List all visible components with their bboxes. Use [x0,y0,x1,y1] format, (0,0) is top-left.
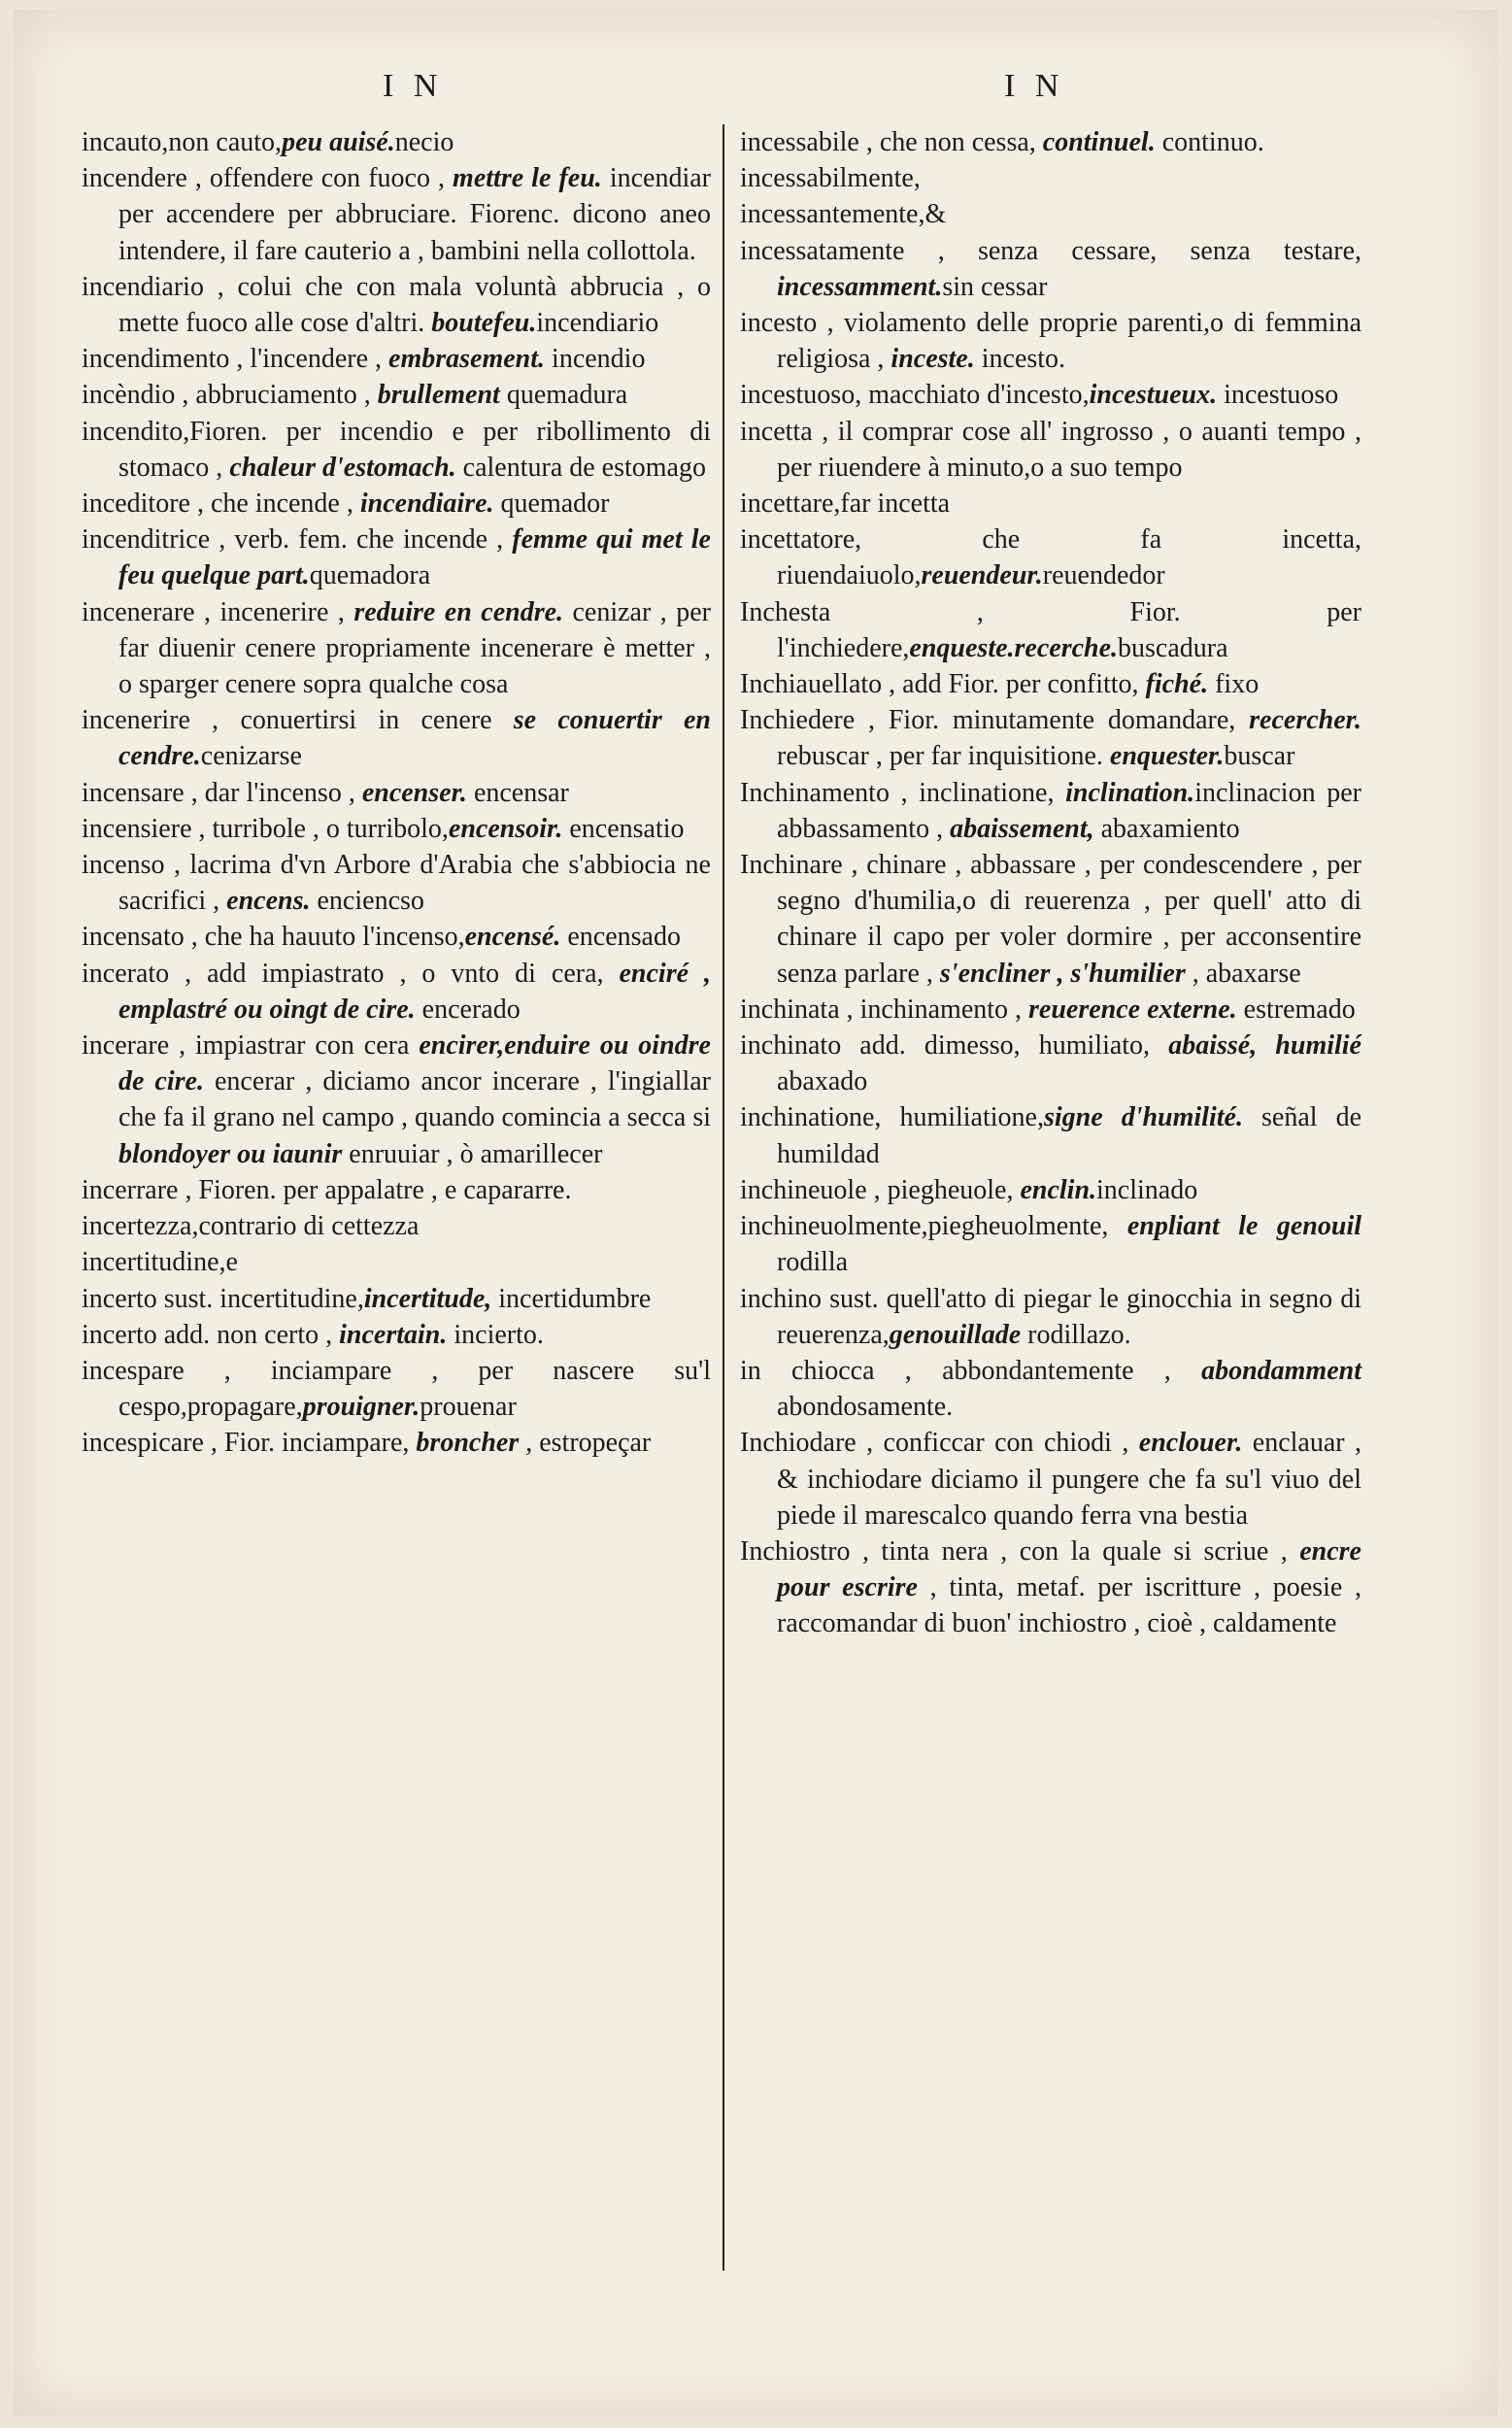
entry-headword: incendito,Fioren. per incendio e per ribollimento di stomaco , [82,416,711,483]
entry-gloss: inclinado [1096,1174,1198,1205]
entry-gloss: reuendedor [1042,560,1165,591]
dictionary-entry [740,486,1361,522]
entry-gloss: inclinacion per abbassamento , [777,777,1362,844]
dictionary-entry [740,414,1361,486]
entry-french: enpliant le genouil [1126,1211,1361,1242]
dictionary-entry [740,196,1361,232]
dictionary-entry [82,1172,711,1208]
entry-gloss: rebuscar , per far inquisitione. [777,741,1110,772]
entry-french: encenser. [361,777,467,808]
entry-headword: incertezza,contrario di cettezza [82,1211,420,1242]
entry-gloss: , estropeçar [519,1428,652,1459]
entry-headword: Inchinamento , inclinatione, [740,777,1066,808]
entry-french: enclin. [1020,1174,1097,1205]
entry-headword: incespare , inciampare , per nascere su'l cespo,propagare, [82,1355,711,1423]
entry-headword: Inchiauellato , add Fior. per confitto, [740,669,1146,700]
dictionary-entry [82,124,711,160]
entry-gloss: necio [394,127,454,157]
entry-gloss: encensar [466,777,569,808]
dictionary-entry [740,1208,1361,1280]
left-column [82,124,711,1462]
dictionary-entry [740,377,1361,413]
dictionary-entry [740,1534,1361,1642]
dictionary-entry [82,269,711,341]
entry-gloss: enciencso [310,886,424,917]
entry-gloss: encerar , diciamo ancor incerare , l'ingiallar che fa il grano nel campo , quando comincia a secca si [118,1066,711,1133]
dictionary-page [14,10,1497,2416]
entry-french: fiché. [1145,669,1209,700]
entry-headword: inceditore , che incende , [82,489,360,520]
entry-headword: incettare,far incetta [740,489,951,520]
entry-headword: incèndio , abbruciamento , [82,380,378,411]
entry-gloss: enruuiar , ò amarillecer [342,1138,603,1169]
dictionary-entry [740,1425,1361,1534]
dictionary-entry [82,522,711,593]
dictionary-entry [740,305,1361,377]
dictionary-entry [740,124,1361,160]
entry-french: abondamment [1201,1355,1361,1386]
dictionary-entry [740,1099,1361,1171]
dictionary-entry [82,1244,711,1280]
dictionary-entry [82,1425,711,1461]
entry-headword: inchinato add. dimesso, humiliato, [740,1030,1169,1062]
entry-french: encensoir. [448,813,563,844]
entry-headword: incenso , lacrima d'vn Arbore d'Arabia che s'abbiocia ne sacrifici , [82,850,711,917]
entry-gloss: incendiar per accendere per abbruciare. Fiorenc. dicono aneo intendere, il fare cauterio a , bambini nella collottola. [118,163,711,266]
entry-french: reduire en cendre. [353,596,564,627]
entry-french: broncher [416,1428,520,1459]
entry-headword: incenditrice , verb. fem. che incende , [82,524,513,556]
entry-gloss: fixo [1208,669,1260,700]
entry-headword: in chiocca , abbondantemente , [740,1355,1202,1386]
entry-gloss: prouenar [420,1392,517,1423]
entry-french: incessamment. [777,271,943,302]
entry-french: prouigner. [302,1392,420,1423]
entry-french: inceste. [890,344,975,375]
entry-gloss: , abaxarse [1185,958,1301,989]
entry-french: incendiaire. [359,489,494,520]
entry-headword: incerto add. non certo , [82,1319,340,1350]
entry-gloss: cenizarse [200,741,302,772]
entry-french: encirer,enduire ou oindre de cire. [118,1030,711,1097]
entry-gloss: abaxado [777,1066,868,1097]
dictionary-entry [740,233,1361,305]
entry-headword: incerato , add impiastrato , o vnto di cera, [82,958,620,989]
entry-gloss: quemador [493,489,610,520]
entry-gloss: quemadora [309,560,431,591]
entry-french: chaleur d'estomach. [229,452,456,483]
dictionary-entry [740,1281,1361,1353]
entry-french: reuendeur. [921,560,1043,591]
dictionary-entry [740,594,1361,666]
entry-gloss: abaxamiento [1093,813,1240,844]
entry-french: s'encliner , s'humilier [939,958,1186,989]
entry-gloss: rodillazo. [1021,1319,1131,1350]
dictionary-entry [82,377,711,413]
entry-headword: inchino sust. quell'atto di piegar le ginocchia in segno di reuerenza, [740,1283,1361,1350]
entry-headword: incauto,non cauto, [82,127,283,157]
entry-french: embrasement. [388,344,546,375]
dictionary-entry [82,956,711,1028]
dictionary-entry [82,775,711,811]
entry-gloss: encerado [415,994,521,1025]
dictionary-entry [82,341,711,377]
entry-headword: Inchiodare , conficcar con chiodi , [740,1428,1139,1459]
entry-french: femme qui met le feu quelque part. [118,524,711,591]
dictionary-entry [82,811,711,847]
entry-gloss: enclauar , & inchiodare diciamo il pungere che fa su'l viuo del piede il marescalco quando ferra vna bestia [777,1428,1361,1531]
entry-french: reuerence externe. [1028,994,1237,1025]
dictionary-entry [82,1317,711,1353]
entry-headword: incertitudine,e [82,1247,238,1278]
entry-gloss: cenizar , per far diuenir cenere propriamente incenerare è metter , o sparger cenere sopra qualche cosa [118,596,711,700]
entry-french: genouillade [889,1319,1022,1350]
dictionary-entry [82,160,711,269]
entry-gloss: calentura de estomago [455,452,706,483]
column-rule [722,124,724,2271]
entry-gloss: abondosamente. [777,1392,954,1423]
entry-gloss: rodilla [777,1247,849,1278]
entry-french: incertitude, [363,1283,492,1314]
entry-french: enqueste.recerche. [909,632,1119,663]
dictionary-entry [740,1353,1361,1425]
entry-french: enquester. [1109,741,1225,772]
dictionary-entry [740,702,1361,774]
entry-french: peu auisé. [282,127,395,157]
entry-french: signe d'humilité. [1043,1102,1243,1133]
entry-headword: incespicare , Fior. inciampare, [82,1428,417,1459]
dictionary-entry [740,522,1361,593]
dictionary-entry [82,919,711,955]
entry-headword: inchineuole , piegheuole, [740,1174,1021,1205]
entry-gloss: sin cessar [942,271,1048,302]
running-head-right: I N [1004,68,1065,104]
entry-headword: incendere , offendere con fuoco , [82,163,454,194]
entry-gloss: incertidumbre [491,1283,652,1314]
entry-french: mettre le feu. [453,163,602,194]
entry-gloss: incendio [545,344,646,375]
entry-headword: incendimento , l'incendere , [82,344,389,375]
entry-gloss: quemadura [499,380,628,411]
entry-headword: Inchiostro , tinta nera , con la quale si scriue , [740,1535,1300,1567]
entry-french: brullement [377,380,500,411]
entry-gloss: estremado [1236,994,1356,1025]
entry-headword: incerare , impiastrar con cera [82,1030,420,1062]
entry-headword: incerto sust. incertitudine, [82,1283,364,1314]
running-head-left: I N [383,68,444,104]
entry-headword: incensiere , turribole , o turribolo, [82,813,449,844]
entry-french: enclouer. [1138,1428,1243,1459]
dictionary-entry [740,992,1361,1028]
entry-french: boutefeu. [431,308,537,339]
dictionary-entry [82,486,711,522]
entry-gloss: , tinta, metaf. per iscritture , poesie , raccomandar di buon' inchiostro , cioè , caldamente [777,1572,1361,1639]
entry-headword: incensato , che ha hauuto l'incenso, [82,922,465,953]
entry-french: incertain. [339,1319,448,1350]
entry-headword: incenerire , conuertirsi in cenere [82,705,514,736]
entry-headword: incerrare , Fioren. per appalatre , e capararre. [82,1174,572,1205]
entry-french: recercher. [1249,705,1361,736]
entry-headword: incestuoso, macchiato d'incesto, [740,380,1090,411]
entry-headword: Inchesta , Fior. per l'inchiedere, [740,596,1361,663]
entry-gloss: continuo. [1155,127,1264,157]
entry-gloss: incestuoso [1217,380,1339,411]
entry-headword: inchinatione, humiliatione, [740,1102,1044,1133]
entry-french: blondoyer ou iaunir [118,1138,343,1169]
dictionary-entry [82,1028,711,1172]
dictionary-entry [82,1281,711,1317]
entry-french: encensé. [464,922,561,953]
dictionary-entry [82,847,711,919]
entry-french: enciré , emplastré ou oingt de cire. [118,958,712,1025]
entry-headword: incensare , dar l'incenso , [82,777,362,808]
entry-gloss: incesto. [974,344,1066,375]
entry-french: encre pour escrire [777,1535,1361,1603]
entry-headword: incessabile , che non cessa, [740,127,1043,157]
dictionary-entry [82,1208,711,1244]
dictionary-entry [740,160,1361,196]
entry-headword: Inchinare , chinare , abbassare , per condescendere , per segno d'humilia,o di reuerenza , per quell' atto di chinare il capo per voler dormire , per acconsentire senza parlare , [740,850,1361,989]
dictionary-entry [740,775,1361,847]
entry-headword: inchinata , inchinamento , [740,994,1029,1025]
entry-headword: inchineuolmente,piegheuolmente, [740,1211,1127,1242]
dictionary-entry [82,594,711,703]
entry-gloss: buscadura [1118,632,1228,663]
entry-gloss: señal de humildad [777,1102,1361,1169]
entry-gloss: encensado [560,922,681,953]
dictionary-entry [82,1353,711,1425]
dictionary-entry [740,1028,1361,1099]
entry-french: abaissé, humilié [1168,1030,1361,1062]
entry-headword: incenerare , incenerire , [82,596,354,627]
dictionary-entry [740,666,1361,702]
dictionary-entry [740,1172,1361,1208]
right-column [740,124,1361,1642]
entry-french: continuel. [1042,127,1156,157]
entry-gloss: buscar [1224,741,1295,772]
entry-headword: Inchiedere , Fior. minutamente domandare, [740,705,1250,736]
entry-french: incestueux. [1089,380,1218,411]
entry-headword: incettatore, che fa incetta, riuendaiuolo, [740,524,1361,591]
entry-headword: incessantemente,& [740,199,947,230]
entry-headword: incendiario , colui che con mala voluntà abbrucia , o mette fuoco alle cose d'altri. [82,271,711,339]
entry-headword: incetta , il comprar cose all' ingrosso , o auanti tempo , per riuendere à minuto,o a suo tempo [740,416,1361,483]
entry-french: abaissement, [950,813,1094,844]
entry-headword: incessatamente , senza cessare, senza testare, [740,235,1361,266]
entry-headword: incessabilmente, [740,163,921,194]
entry-french: se conuertir en cendre. [118,705,711,772]
entry-headword: incesto , violamento delle proprie parenti,o di femmina religiosa , [740,308,1361,375]
entry-gloss: incierto. [447,1319,544,1350]
entry-french: inclination. [1065,777,1195,808]
dictionary-entry [82,702,711,774]
entry-french: encens. [226,886,311,917]
entry-gloss: incendiario [536,308,659,339]
dictionary-entry [82,414,711,486]
entry-gloss: encensatio [562,813,685,844]
dictionary-entry [740,847,1361,992]
